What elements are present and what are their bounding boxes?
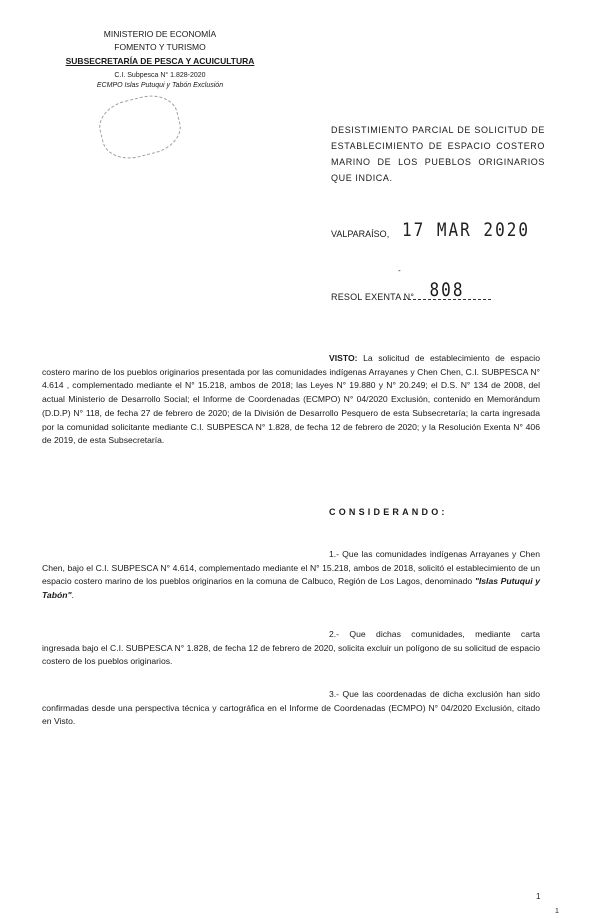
considerando-item-2: 2.- Que dichas comunidades, mediante carta ingresada bajo el C.I. SUBPESCA N° 1.828, de fecha 12 de febrero de 2020, solicita excluir un polígono de su solicitud de espacio costero de los pueblos originarios.	[42, 629, 540, 667]
resolution-number: 808	[429, 278, 465, 301]
considerando-item-3: 3.- Que las coordenadas de dicha exclusión han sido confirmadas desde una perspectiva técnica y cartográfica en el Informe de Coordenadas (ECMPO) N° 04/2020 Exclusión, citado en Visto.	[42, 689, 540, 727]
item-1-ecmpo-name: "Islas Putuqui y Tabón"	[42, 576, 540, 601]
document-title: DESISTIMIENTO PARCIAL DE SOLICITUD DE ESTABLECIMIENTO DE ESPACIO COSTERO MARINO DE LOS PUEBLOS ORIGINARIOS QUE INDICA.	[331, 125, 545, 183]
visto-text: La solicitud de establecimiento de espacio costero marino de los pueblos originarios presentada por las comunidades indígenas Arrayanes y Chen Chen, C.I. SUBPESCA N° 4.614 , complementado mediante el N° 15.218, ambos de 2018; las Leyes N° 19.880 y N° 20.249; el D.S. N° 134 de 2008, del actual Ministerio de Desarrollo Social; el Informe de Coordenadas (ECMPO) N° 04/2020 Exclusión, contenido en Memorándum (D.D.P) N° 118, de fecha 27 de febrero de 2020; de la División de Desarrollo Pesquero de esta Subsecretaría; la carta ingresada por la comunidad solicitante mediante C.I. SUBPESCA N° 1.828, de fecha 12 de febrero de 2020; y la Resolución Exenta N° 406 de 2019, de esta Subsecretaría.	[42, 353, 540, 446]
place-label: VALPARAÍSO,	[331, 229, 390, 239]
dash-mark: -	[398, 266, 401, 275]
header-reference: C.I. Subpesca N° 1.828-2020	[114, 72, 206, 79]
header-ministry: MINISTERIO DE ECONOMÍA	[103, 29, 217, 39]
corner-mark: 1	[555, 908, 559, 915]
header-ecmpo: ECMPO Islas Putuqui y Tabón Exclusión	[96, 82, 224, 89]
visto-label: VISTO:	[329, 353, 358, 363]
page-number: 1	[536, 892, 541, 901]
resolution-label: RESOL EXENTA N°	[331, 292, 415, 302]
header-subsecretaria: SUBSECRETARÍA DE PESCA Y ACUICULTURA	[65, 56, 255, 66]
item-1-text: 1.- Que las comunidades indígenas Arrayanes y Chen Chen, bajo el C.I. SUBPESCA N° 4.614, complementado mediante el N° 15.218, ambos de 2018, solicitó el establecimiento de un espacio costero marino de los pueblos originarios en la comuna de Calbuco, Región de Los Lagos, denominado	[42, 549, 540, 587]
resolution-underline	[403, 299, 491, 300]
considerando-heading: CONSIDERANDO:	[329, 507, 448, 517]
considerando-item-1	[42, 548, 540, 603]
header-ministry-sub: FOMENTO Y TURISMO	[114, 42, 206, 52]
stamped-date: 17 MAR 2020	[402, 218, 530, 241]
stamp-seal-icon	[94, 89, 186, 165]
item-1-end: .	[71, 590, 74, 601]
visto-paragraph	[42, 352, 540, 448]
